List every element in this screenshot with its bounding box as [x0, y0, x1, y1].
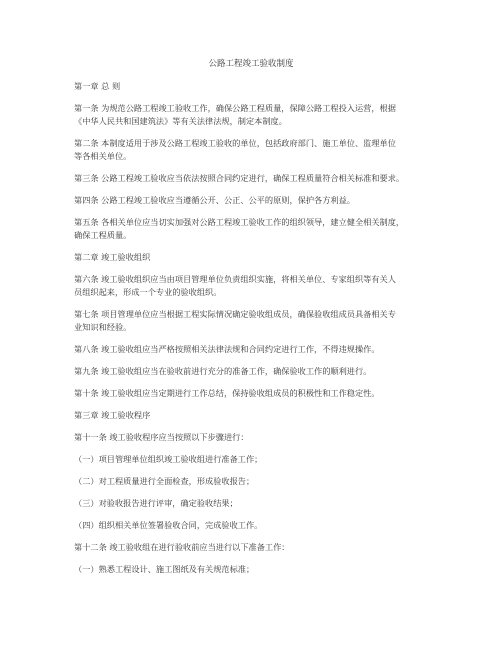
- article-paragraph: [74, 273, 436, 299]
- article-paragraph: [74, 216, 436, 242]
- text-line: （一）熟悉工程设计、施工图纸及有关规范标准；: [74, 564, 255, 574]
- text-line: 第九条 竣工验收组应当在验收前进行充分的准备工作，确保验收工作的顺利进行。: [74, 366, 372, 376]
- text-line: 第七条 项目管理单位应当根据工程实际情况确定验收组成员，确保验收组成员具备相关专: [74, 309, 396, 319]
- text-line: 业知识和经验。: [74, 322, 132, 332]
- text-line: 第一章 总 则: [74, 81, 121, 91]
- document-body: [74, 80, 436, 585]
- text-line: 第一条 为规范公路工程竣工验收工作，确保公路工程质量，保障公路工程投入运营，根据: [74, 103, 396, 113]
- text-line: 员组织起来，形成一个专业的验收组织。: [74, 287, 222, 297]
- text-line: 第十二条 竣工验收组在进行验收前应当进行以下准备工作：: [74, 542, 290, 552]
- text-line: 第五条 各相关单位应当切实加强对公路工程竣工验收工作的组织领导，建立健全相关制度，: [74, 217, 405, 227]
- article-paragraph: [74, 453, 436, 466]
- article-paragraph: [74, 137, 436, 163]
- text-line: 确保工程质量。: [74, 230, 132, 240]
- article-paragraph: [74, 541, 436, 554]
- chapter-heading: [74, 251, 436, 264]
- article-paragraph: [74, 431, 436, 444]
- chapter-heading: [74, 80, 436, 93]
- text-line: （二）对工程质量进行全面检查，形成验收报告；: [74, 476, 255, 486]
- text-line: 第三条 公路工程竣工验收应当依法按照合同约定进行，确保工程质量符合相关标准和要求。: [74, 173, 405, 183]
- text-line: 第三章 竣工验收程序: [74, 410, 151, 420]
- document-title: 公路工程竣工验收制度: [208, 59, 294, 69]
- text-line: 《中华人民共和国建筑法》等有关法律法规，制定本制度。: [74, 116, 287, 126]
- text-line: 等各相关单位。: [74, 151, 132, 161]
- article-paragraph: [74, 102, 436, 128]
- article-paragraph: [74, 497, 436, 510]
- article-paragraph: [74, 194, 436, 207]
- article-paragraph: [74, 563, 436, 576]
- article-paragraph: [74, 519, 436, 532]
- article-paragraph: [74, 387, 436, 400]
- text-line: 第四条 公路工程竣工验收应当遵循公开、公正、公平的原则，保护各方利益。: [74, 195, 355, 205]
- text-line: （四）组织相关单位签署验收合同，完成验收工作。: [74, 520, 263, 530]
- article-paragraph: [74, 475, 436, 488]
- text-line: 第八条 竣工验收组应当严格按照相关法律法规和合同约定进行工作，不得违规操作。: [74, 344, 380, 354]
- text-line: （一）项目管理单位组织竣工验收组进行准备工作；: [74, 454, 263, 464]
- article-paragraph: [74, 343, 436, 356]
- article-paragraph: [74, 365, 436, 378]
- text-line: （三）对验收报告进行评审，确定验收结果；: [74, 498, 238, 508]
- text-line: 第十条 竣工验收组应当定期进行工作总结，保持验收组成员的积极性和工作稳定性。: [74, 388, 380, 398]
- article-paragraph: [74, 308, 436, 334]
- text-line: 第十一条 竣工验收程序应当按照以下步骤进行：: [74, 432, 249, 442]
- text-line: 第二条 本制度适用于涉及公路工程竣工验收的单位，包括政府部门、施工单位、监理单位: [74, 138, 396, 148]
- text-line: 第六条 竣工验收组织应当由项目管理单位负责组织实施，将相关单位、专家组织等有关人: [74, 274, 396, 284]
- text-line: 第二章 竣工验收组织: [74, 252, 151, 262]
- chapter-heading: [74, 409, 436, 422]
- article-paragraph: [74, 172, 436, 185]
